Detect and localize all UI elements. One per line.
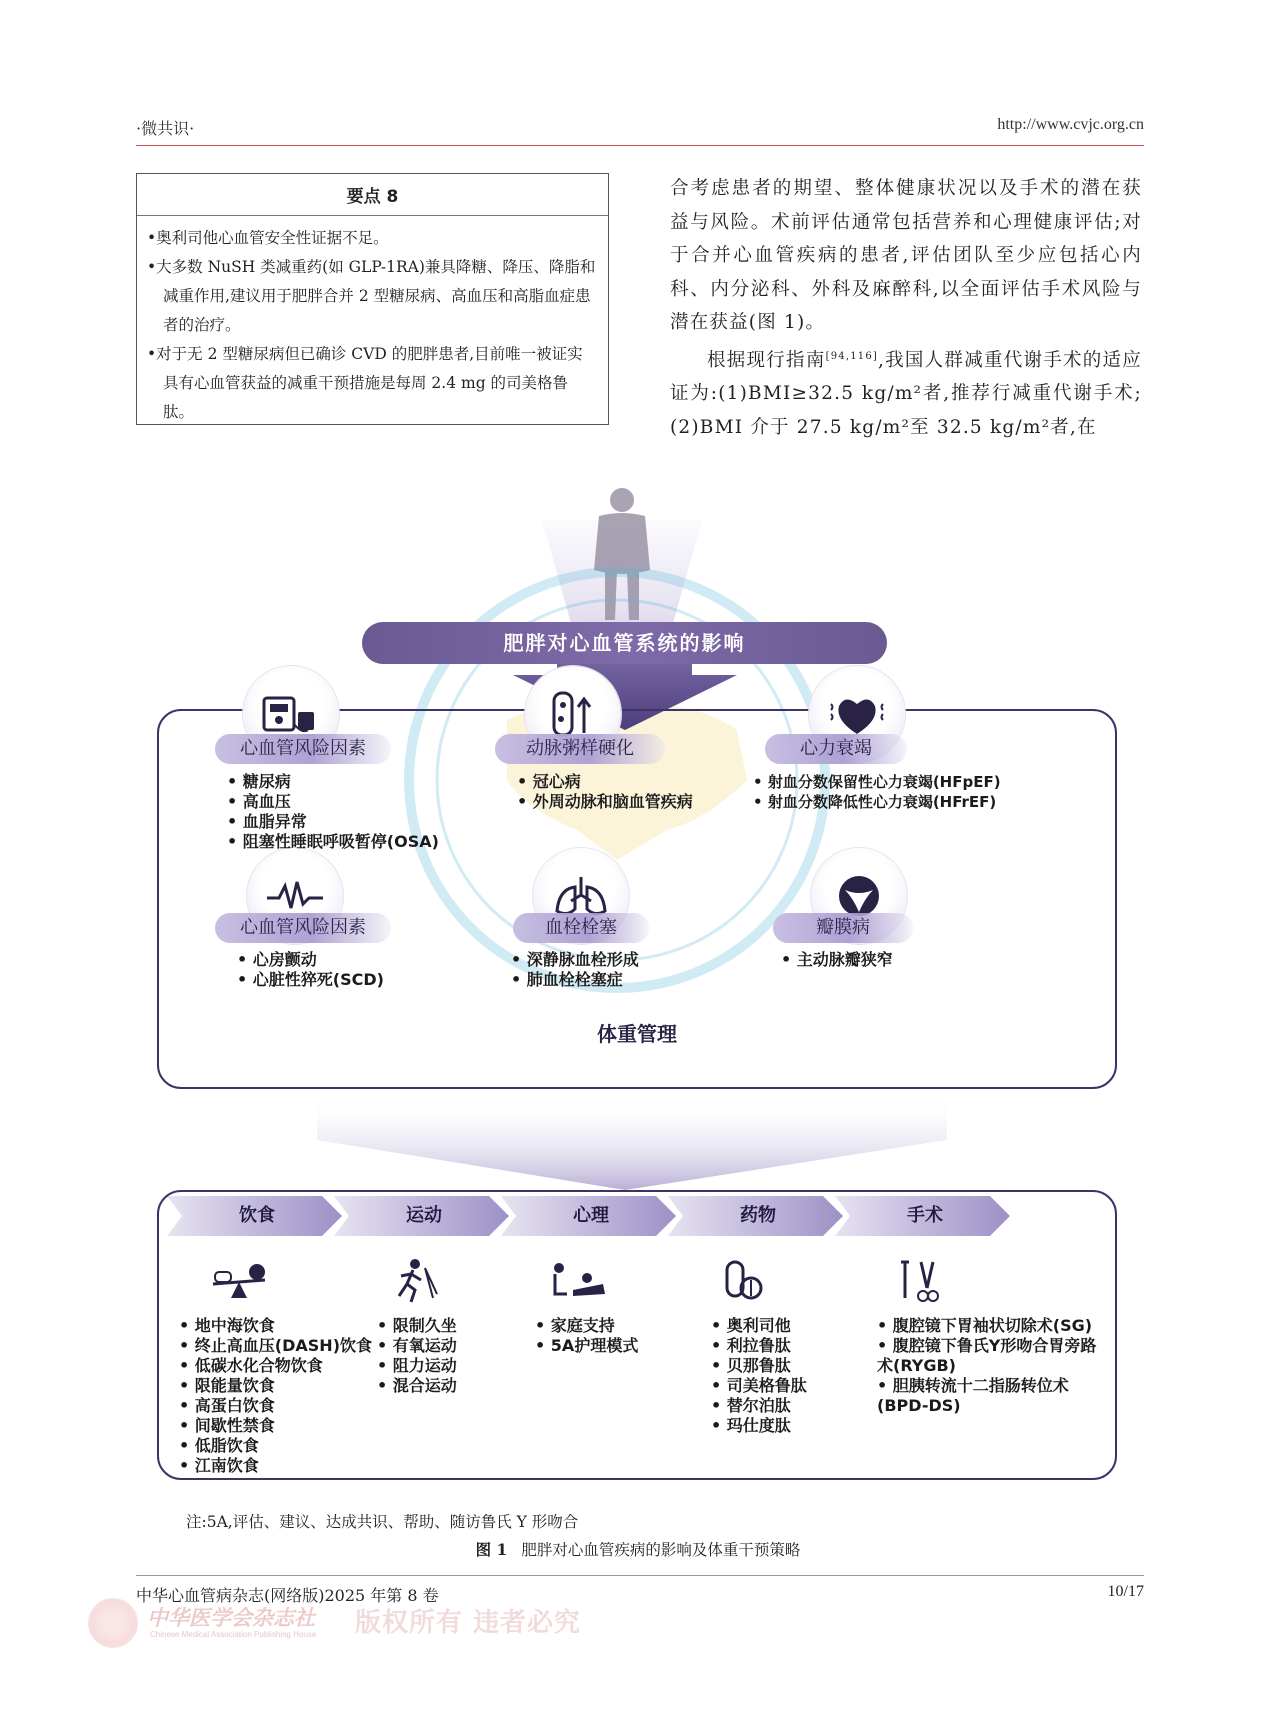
effect-list-atherosclerosis	[517, 772, 693, 812]
key-points-title: 要点 8	[346, 187, 399, 207]
list-item: • 限能量饮食	[179, 1376, 372, 1396]
running-icon	[381, 1258, 441, 1304]
list-item: • 江南饮食	[179, 1456, 372, 1476]
effect-list-thromboembolism	[511, 950, 639, 990]
effect-list-risk-factors	[227, 772, 439, 852]
list-item: • 低脂饮食	[179, 1436, 372, 1456]
list-item: • 有氧运动	[377, 1336, 457, 1356]
key-points-divider	[137, 215, 608, 216]
counseling-icon	[547, 1258, 607, 1304]
surgical-tools-icon	[887, 1258, 947, 1304]
figure-banner: 肥胖对心血管系统的影响	[362, 622, 887, 664]
figure-caption	[0, 1538, 1276, 1560]
list-item: • 腹腔镜下胃袖状切除术(SG)	[877, 1316, 1097, 1336]
weight-management-label: 体重管理	[597, 1022, 677, 1046]
list-item: • 深静脉血栓形成	[511, 950, 639, 970]
list-item: • 胆胰转流十二指肠转位术(BPD-DS)	[877, 1376, 1097, 1416]
key-point-item: •对于无 2 型糖尿病但已确诊 CVD 的肥胖患者,目前唯一被证实具有心血管获益的减重干预措施是每周 2.4 mg 的司美格鲁肽。	[147, 345, 583, 421]
list-item: • 家庭支持	[535, 1316, 638, 1336]
effect-label-risk-factors-2: 心血管风险因素	[215, 913, 391, 943]
effect-label-atherosclerosis: 动脉粥样硬化	[495, 734, 665, 764]
scale-food-icon	[209, 1258, 269, 1304]
running-header-section: ·微共识·	[136, 119, 195, 138]
figure-note: 注:5A,评估、建议、达成共识、帮助、随访鲁氏 Y 形吻合	[186, 1513, 579, 1531]
list-item: • 外周动脉和脑血管疾病	[517, 792, 693, 812]
list-item: • 混合运动	[377, 1376, 457, 1396]
body-paragraph-2	[670, 340, 1142, 445]
strategy-list-diet	[179, 1316, 372, 1476]
strategy-surgery-label: 手术	[907, 1205, 943, 1226]
list-item: • 心脏性猝死(SCD)	[237, 970, 384, 990]
effect-list-arrhythmia	[237, 950, 384, 990]
list-item: • 阻塞性睡眠呼吸暂停(OSA)	[227, 832, 439, 852]
publisher-name-en: Chinese Medical Association Publishing House	[150, 1630, 317, 1639]
list-item: • 间歇性禁食	[179, 1416, 372, 1436]
list-item: • 地中海饮食	[179, 1316, 372, 1336]
list-item: • 玛仕度肽	[711, 1416, 807, 1436]
list-item: • 射血分数保留性心力衰竭(HFpEF)	[753, 772, 1001, 792]
figure-1	[147, 480, 1127, 1490]
body-paragraph-2-rest: ,我国人群减重代谢手术的适应证为:(1)BMI≥32.5 kg/m²者,推荐行减重代谢手术;(2)BMI 介于 27.5 kg/m²至 32.5 kg/m²者,在	[670, 349, 1143, 438]
body-paragraph-2-start: 根据现行指南	[707, 349, 826, 371]
pills-icon	[717, 1258, 777, 1304]
list-item: • 5A护理模式	[535, 1336, 638, 1356]
effect-label-risk-factors: 心血管风险因素	[215, 734, 391, 764]
page-number: 10/17	[1107, 1583, 1144, 1600]
strategy-list-surgery	[877, 1316, 1097, 1416]
running-header-url[interactable]: http://www.cvjc.org.cn	[997, 116, 1144, 133]
list-item: • 心房颤动	[237, 950, 384, 970]
list-item: • 血脂异常	[227, 812, 439, 832]
effect-list-valve	[781, 950, 893, 970]
publisher-name: 中华医学会杂志社	[147, 1605, 315, 1630]
list-item: • 司美格鲁肽	[711, 1376, 807, 1396]
body-text-column	[670, 172, 1142, 444]
list-item: • 高蛋白饮食	[179, 1396, 372, 1416]
key-points-box	[136, 173, 609, 425]
list-item: • 贝那鲁肽	[711, 1356, 807, 1376]
list-item: • 肺血栓栓塞症	[511, 970, 639, 990]
footer-divider	[136, 1575, 1144, 1576]
list-item: • 糖尿病	[227, 772, 439, 792]
journal-footer: 中华心血管病杂志(网络版)2025 年第 8 卷	[136, 1586, 439, 1605]
list-item: • 主动脉瓣狭窄	[781, 950, 893, 970]
header-divider	[136, 145, 1144, 146]
copyright-stamp: 版权所有 违者必究	[355, 1608, 582, 1638]
effect-label-heart-failure: 心力衰竭	[765, 734, 907, 764]
list-item: • 低碳水化合物饮食	[179, 1356, 372, 1376]
list-item: • 高血压	[227, 792, 439, 812]
publisher-logo-icon	[88, 1598, 138, 1648]
list-item: • 限制久坐	[377, 1316, 457, 1336]
list-item: • 利拉鲁肽	[711, 1336, 807, 1356]
management-arrow	[317, 1095, 947, 1190]
list-item: • 射血分数降低性心力衰竭(HFrEF)	[753, 792, 1001, 812]
list-item: • 冠心病	[517, 772, 693, 792]
strategy-list-exercise	[377, 1316, 457, 1396]
list-item: • 替尔泊肽	[711, 1396, 807, 1416]
list-item: • 阻力运动	[377, 1356, 457, 1376]
key-point-item: •大多数 NuSH 类减重药(如 GLP-1RA)兼具降糖、降压、降脂和减重作用,建议用于肥胖合并 2 型糖尿病、高血压和高脂血症患者的治疗。	[147, 258, 596, 334]
strategy-list-medication	[711, 1316, 807, 1436]
effect-list-heart-failure	[753, 772, 1001, 812]
list-item: • 终止高血压(DASH)饮食	[179, 1336, 372, 1356]
effect-label-thromboembolism: 血栓栓塞	[513, 913, 649, 943]
body-paragraph-1: 合考虑患者的期望、整体健康状况以及手术的潜在获益与风险。术前评估通常包括营养和心理健康评估;对于合并心血管疾病的患者,评估团队至少应包括心内科、内分泌科、外科及麻醉科,以全面评估手术风险与潜在获益(图 1)。	[670, 178, 1142, 333]
citation-ref[interactable]: [94,116]	[825, 350, 878, 362]
strategy-psychology-label: 心理	[573, 1205, 609, 1226]
key-point-item: •奥利司他心血管安全性证据不足。	[147, 229, 389, 247]
figure-caption-text: 肥胖对心血管疾病的影响及体重干预策略	[521, 1541, 801, 1559]
list-item: • 腹腔镜下鲁氏Y形吻合胃旁路术(RYGB)	[877, 1336, 1097, 1376]
strategy-diet-label: 饮食	[239, 1205, 275, 1226]
figure-caption-label: 图 1	[475, 1540, 508, 1559]
strategy-list-psychology	[535, 1316, 638, 1356]
list-item: • 奥利司他	[711, 1316, 807, 1336]
strategy-exercise-label: 运动	[406, 1205, 442, 1226]
effect-label-valve-disease: 瓣膜病	[773, 913, 913, 943]
strategy-medication-label: 药物	[740, 1205, 776, 1226]
